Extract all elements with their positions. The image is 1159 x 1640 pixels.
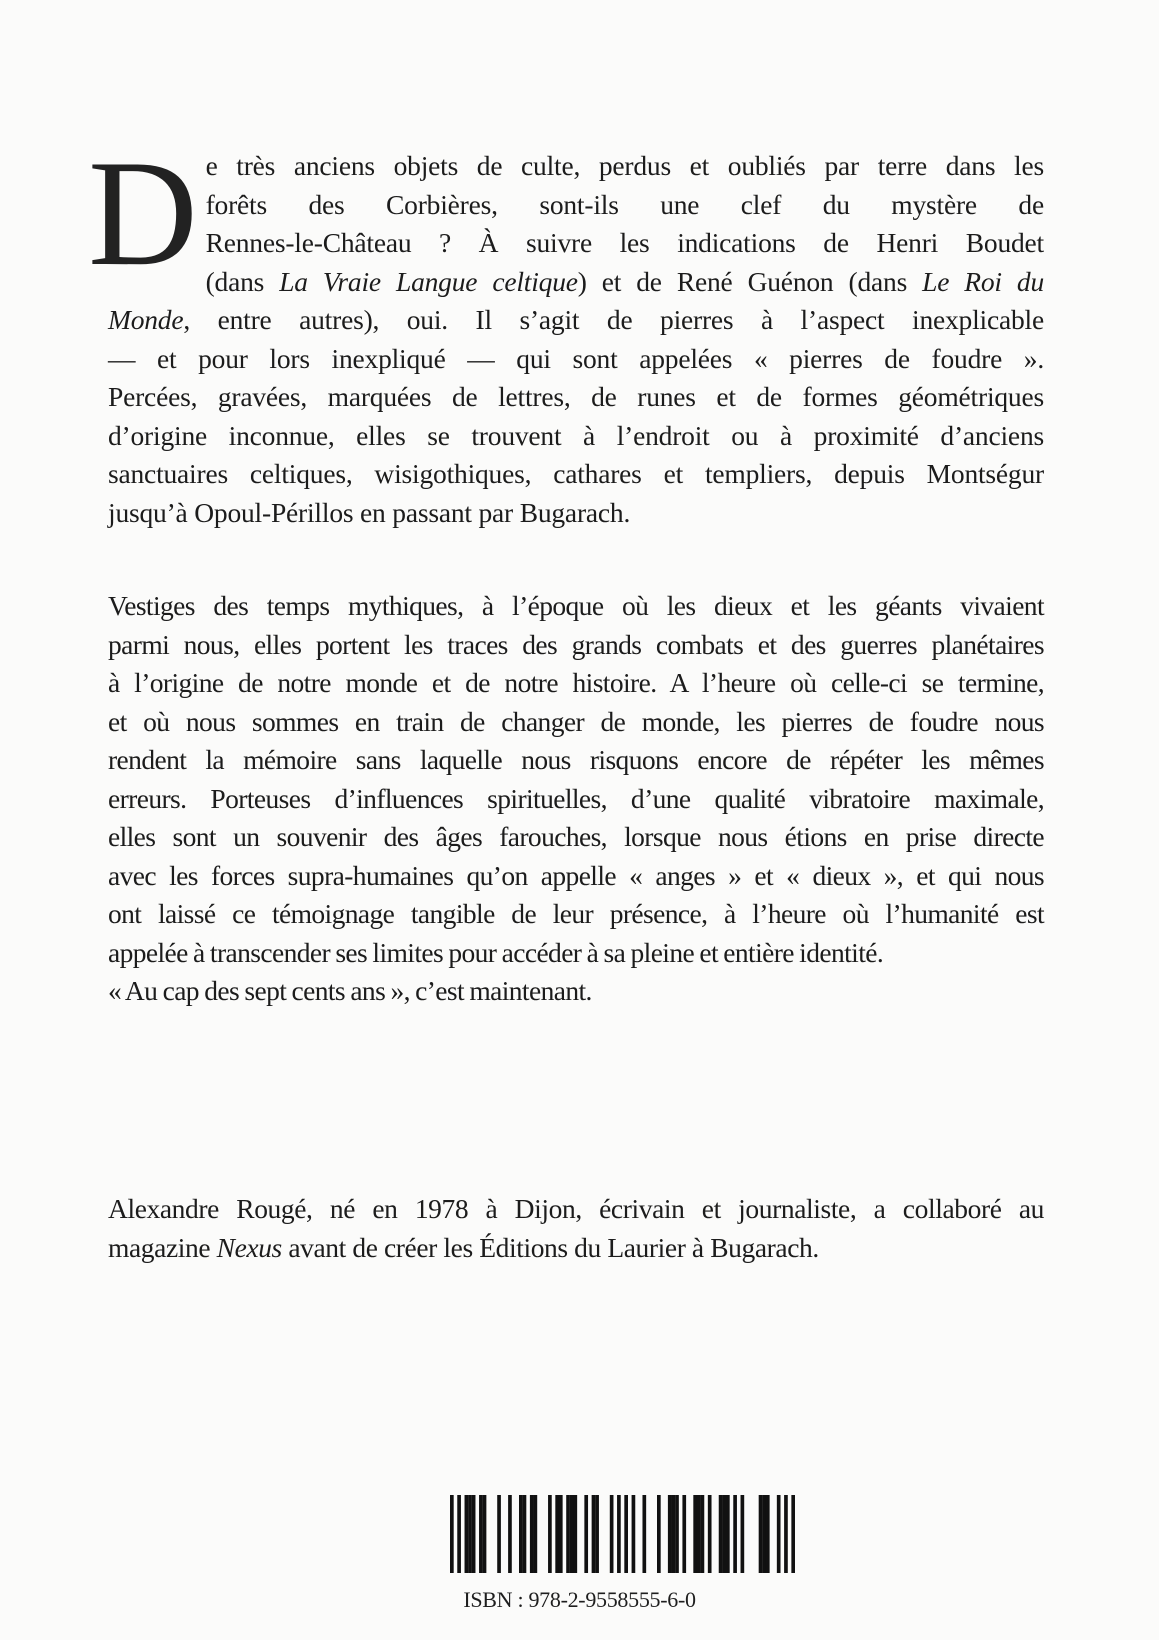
text-span: avant de créer les Éditions du Laurier à Bugarach. [281,1231,819,1263]
text-line: elles sont un souvenir des âges farouches, lorsque nous étions en prise directe [108,821,1044,852]
barcode-bar [741,1495,745,1573]
text-span: sanctuaires celtiques, wisigothiques, cathares et templiers, depuis Montségur [108,458,1044,489]
text-span: jusqu’à Opoul-Périllos en passant par Bugarach. [108,496,631,528]
barcode-bar [570,1495,574,1573]
book-title-roi-du-monde-cont: Monde [108,304,184,335]
barcode-bar [592,1495,596,1573]
barcode-bar [479,1495,483,1573]
text-line: avec les forces supra-humaines qu’on appelle « anges » et « dieux », et qui nous [108,859,1044,891]
barcode-bar [519,1495,523,1573]
barcode-bar [534,1495,538,1573]
barcode-bar [508,1495,512,1573]
barcode-bar [483,1495,487,1573]
barcode-bar [682,1495,686,1573]
barcode-bar [726,1495,730,1573]
text-line: appelée à transcender ses limites pour accéder à sa pleine et entière identité. [108,936,884,968]
barcode-bar [697,1495,701,1573]
barcode-bar [610,1495,614,1573]
magazine-title-nexus: Nexus [216,1231,282,1263]
text-line [108,301,1044,340]
barcode-bar [595,1495,599,1573]
author-bio [108,1190,1044,1267]
barcode-bar [472,1495,476,1573]
drop-cap: D [88,129,198,297]
barcode-bar [624,1495,628,1573]
barcode-bar [784,1495,788,1573]
text-line [108,147,1044,186]
text-line: Vestiges des temps mythiques, à l’époque où les dieux et les géants vivaient [108,590,1044,621]
barcode-bar [693,1495,697,1573]
text-span: Alexandre Rougé, né en 1978 à Dijon, écrivain et journaliste, a collaboré au [108,1193,1044,1224]
text-line [108,1190,1044,1229]
text-span: — et pour lors inexpliqué — qui sont appelées « pierres de foudre ». [108,342,1044,374]
barcode-bar [573,1495,577,1573]
blurb-paragraph-2 [108,587,1044,1011]
text-line: et où nous sommes en train de changer de monde, les pierres de foudre nous [108,705,1044,737]
text-line [108,340,1044,379]
blurb-paragraph-1 [88,129,1044,532]
barcode-bar [559,1495,563,1573]
barcode-bar [759,1495,763,1573]
barcode-bar [657,1495,661,1573]
barcode-bar [523,1495,527,1573]
book-title-roi-du-monde: Le Roi du [922,265,1044,297]
barcode-bars [450,1495,795,1573]
barcode-bar [766,1495,770,1573]
text-line [108,417,1044,456]
text-line: rendent la mémoire sans laquelle nous risquons encore de répéter les mêmes [108,744,1044,775]
barcode-bar [668,1495,672,1573]
text-line [108,1229,1044,1268]
barcode-bar [566,1495,570,1573]
barcode-bar [708,1495,712,1573]
text-span: forêts des Corbières, sont-ils une clef du mystère de [205,188,1044,220]
text-line: erreurs. Porteuses d’influences spirituelles, d’une qualité vibratoire maximale, [108,782,1044,814]
barcode-bar [555,1495,559,1573]
barcode-bar [719,1495,723,1573]
text-line [108,224,1044,263]
text-line: ont laissé ce témoignage tangible de leur présence, à l’heure où l’humanité est [108,898,1044,929]
barcode-bar [672,1495,676,1573]
text-line [108,378,1044,417]
text-line [108,455,1044,494]
barcode-bar [468,1495,472,1573]
text-line: « Au cap des sept cents ans », c’est maintenant. [108,975,592,1006]
text-span: ) et de René Guénon (dans [577,265,923,297]
barcode-bar [530,1495,534,1573]
text-line [108,186,1044,225]
barcode-bar [791,1495,795,1573]
text-span: d’origine inconnue, elles se trouvent à l’endroit ou à proximité d’anciens [108,419,1044,451]
barcode-bar [497,1495,501,1573]
barcode-bar [722,1495,726,1573]
barcode-bar [465,1495,469,1573]
isbn-label: ISBN : 978-2-9558555-6-0 [463,1587,696,1612]
barcode-bar [584,1495,588,1573]
barcode-bar [762,1495,766,1573]
barcode-bar [548,1495,552,1573]
text-span: Rennes-le-Château ? À suivre les indications de Henri Boudet [205,227,1044,258]
barcode-bar [450,1495,454,1573]
text-line: parmi nous, elles portent les traces des grands combats et des guerres planétaires [108,628,1044,660]
text-span: (dans [205,265,280,297]
text-span: magazine [108,1231,217,1263]
barcode-icon [450,1495,795,1573]
text-line: à l’origine de notre monde et de notre histoire. A l’heure où celle-ci se termine, [108,667,1044,698]
text-line [108,494,1044,533]
barcode-bar [642,1495,646,1573]
barcode-bar [632,1495,636,1573]
barcode-bar [777,1495,781,1573]
text-span: e très anciens objets de culte, perdus et oubliés par terre dans les [205,150,1044,181]
barcode-bar [701,1495,705,1573]
text-line [108,263,1044,302]
barcode-bar [733,1495,737,1573]
barcode-bar [617,1495,621,1573]
text-span: Percées, gravées, marquées de lettres, de runes et de formes géométriques [108,381,1044,412]
barcode-bar [457,1495,461,1573]
text-span: , entre autres), oui. Il s’agit de pierres à l’aspect inexplicable [183,304,1044,335]
book-title-vraie-langue: La Vraie Langue celtique [279,265,578,297]
barcode-bar [675,1495,679,1573]
